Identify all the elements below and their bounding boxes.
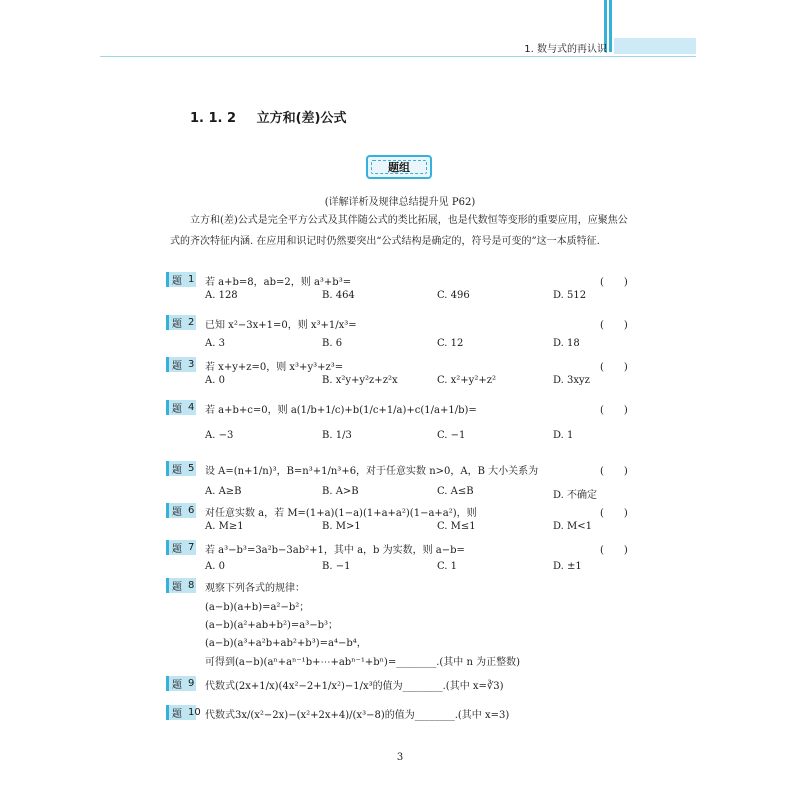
question-number: 7 [188, 542, 195, 553]
answer-blank-parentheses: ( ) [600, 320, 628, 331]
answer-option: B. 6 [322, 338, 343, 349]
question-stem: 观察下列各式的规律： [205, 583, 305, 594]
question-stem: 若 a+b+c=0，则 a(1/b+1/c)+b(1/c+1/a)+c(1/a+1/b)= [205, 405, 477, 416]
question-stem: 对任意实数 a，若 M=(1+a)(1−a)(1+a+a²)(1−a+a²)，则 [205, 508, 477, 519]
question-sub-line: (a−b)(a²+ab+b²)=a³−b³； [205, 620, 338, 631]
question-tag-label: 题 [172, 544, 182, 555]
page-number: 3 [396, 752, 404, 763]
answer-option: C. 496 [437, 290, 470, 301]
question-stem: 已知 x²−3x+1=0，则 x³+1/x³= [205, 320, 357, 331]
question-tag [166, 400, 196, 415]
question-tag-label: 题 [172, 680, 182, 691]
answer-option: D. M<1 [553, 521, 592, 532]
group-label-box [366, 155, 432, 179]
header-rule [100, 56, 696, 57]
question-tag [166, 503, 196, 518]
answer-option: C. x²+y²+z² [437, 375, 496, 386]
answer-option: B. −1 [322, 561, 351, 572]
answer-blank-parentheses: ( ) [600, 466, 628, 477]
answer-option: D. ±1 [553, 561, 582, 572]
answer-option: A. 0 [205, 375, 225, 386]
section-title [190, 107, 347, 126]
answer-option: B. 1/3 [322, 430, 352, 441]
question-number: 6 [188, 505, 195, 516]
question-number: 10 [188, 707, 201, 718]
answer-option: B. A>B [322, 486, 359, 497]
question-tag-label: 题 [172, 361, 182, 372]
question-tag-label: 题 [172, 319, 182, 330]
answer-option: C. M≤1 [437, 521, 476, 532]
question-number: 9 [188, 678, 195, 689]
question-sub-line: 可得到(a−b)(aⁿ+aⁿ⁻¹b+⋯+abⁿ⁻¹+bⁿ)=________.(其中 n 为正整数) [205, 657, 520, 668]
question-number: 5 [188, 463, 195, 474]
question-number: 4 [188, 402, 195, 413]
question-number: 1 [188, 274, 195, 285]
answer-blank-parentheses: ( ) [600, 545, 628, 556]
question-sub-line: (a−b)(a³+a²b+ab²+b³)=a⁴−b⁴， [205, 638, 367, 649]
answer-blank-parentheses: ( ) [600, 405, 628, 416]
answer-option: A. 128 [205, 290, 238, 301]
question-tag [166, 540, 196, 555]
question-tag [166, 705, 201, 720]
question-number: 3 [188, 359, 195, 370]
answer-option: D. 3xyz [553, 375, 590, 386]
answer-option: D. 不确定 [553, 490, 598, 501]
answer-option: C. 12 [437, 338, 464, 349]
group-label: 题组 [371, 160, 427, 174]
answer-option: A. M≥1 [205, 521, 244, 532]
question-tag-label: 题 [172, 465, 182, 476]
answer-option: C. 1 [437, 561, 458, 572]
intro-paragraph: 立方和(差)公式是完全平方公式及其伴随公式的类比拓展，也是代数恒等变形的重要应用，应聚焦公式的齐次特征内涵. 在应用和识记时仍然要突出“公式结构是确定的，符号是可变的”这一本质特征. [170, 215, 628, 247]
question-stem: 若 a³−b³=3a²b−3ab²+1，其中 a，b 为实数，则 a−b= [205, 545, 465, 556]
answer-option: D. 512 [553, 290, 587, 301]
question-tag-label: 题 [172, 276, 182, 287]
answer-option: B. x²y+y²z+z²x [322, 375, 398, 386]
header-band [614, 38, 696, 54]
question-tag-label: 题 [172, 582, 182, 593]
question-number: 8 [188, 580, 195, 591]
question-tag [166, 578, 196, 593]
answer-option: A. −3 [205, 430, 234, 441]
answer-option: C. −1 [437, 430, 466, 441]
question-tag-label: 题 [172, 507, 182, 518]
answer-option: A. 0 [205, 561, 225, 572]
answer-blank-parentheses: ( ) [600, 508, 628, 519]
chapter-header: 1. 数与式的再认识 [524, 44, 607, 55]
question-stem: 代数式3x/(x²−2x)−(x²+2x+4)/(x³−8)的值为________.(其中 x=3) [205, 710, 510, 721]
question-tag [166, 676, 196, 691]
answer-option: C. A≤B [437, 486, 474, 497]
section-number: 1. 1. 2 [190, 111, 237, 126]
question-tag [166, 315, 196, 330]
question-stem: 设 A=(n+1/n)³，B=n³+1/n³+6，对于任意实数 n>0，A，B 大小关系为 [205, 466, 539, 477]
section-name: 立方和(差)公式 [256, 111, 347, 126]
answer-reference-note: (详解详析及规律总结提升见 P62) [324, 197, 476, 208]
header-accent-line-2 [609, 0, 612, 52]
answer-option: A. A≥B [205, 486, 242, 497]
answer-option: D. 1 [553, 430, 574, 441]
question-sub-line: (a−b)(a+b)=a²−b²； [205, 602, 310, 613]
question-tag-label: 题 [172, 709, 182, 720]
answer-blank-parentheses: ( ) [600, 277, 628, 288]
question-tag-label: 题 [172, 404, 182, 415]
answer-option: A. 3 [205, 338, 225, 349]
answer-option: B. M>1 [322, 521, 361, 532]
question-tag [166, 357, 196, 372]
question-tag [166, 461, 196, 476]
question-stem: 若 x+y+z=0，则 x³+y³+z³= [205, 362, 344, 373]
question-tag [166, 272, 196, 287]
question-number: 2 [188, 317, 195, 328]
answer-option: B. 464 [322, 290, 355, 301]
answer-blank-parentheses: ( ) [600, 362, 628, 373]
answer-option: D. 18 [553, 338, 580, 349]
question-stem: 若 a+b=8，ab=2，则 a³+b³= [205, 277, 352, 288]
question-stem: 代数式(2x+1/x)(4x²−2+1/x²)−1/x³的值为________.(其中 x=∛3) [205, 681, 504, 692]
